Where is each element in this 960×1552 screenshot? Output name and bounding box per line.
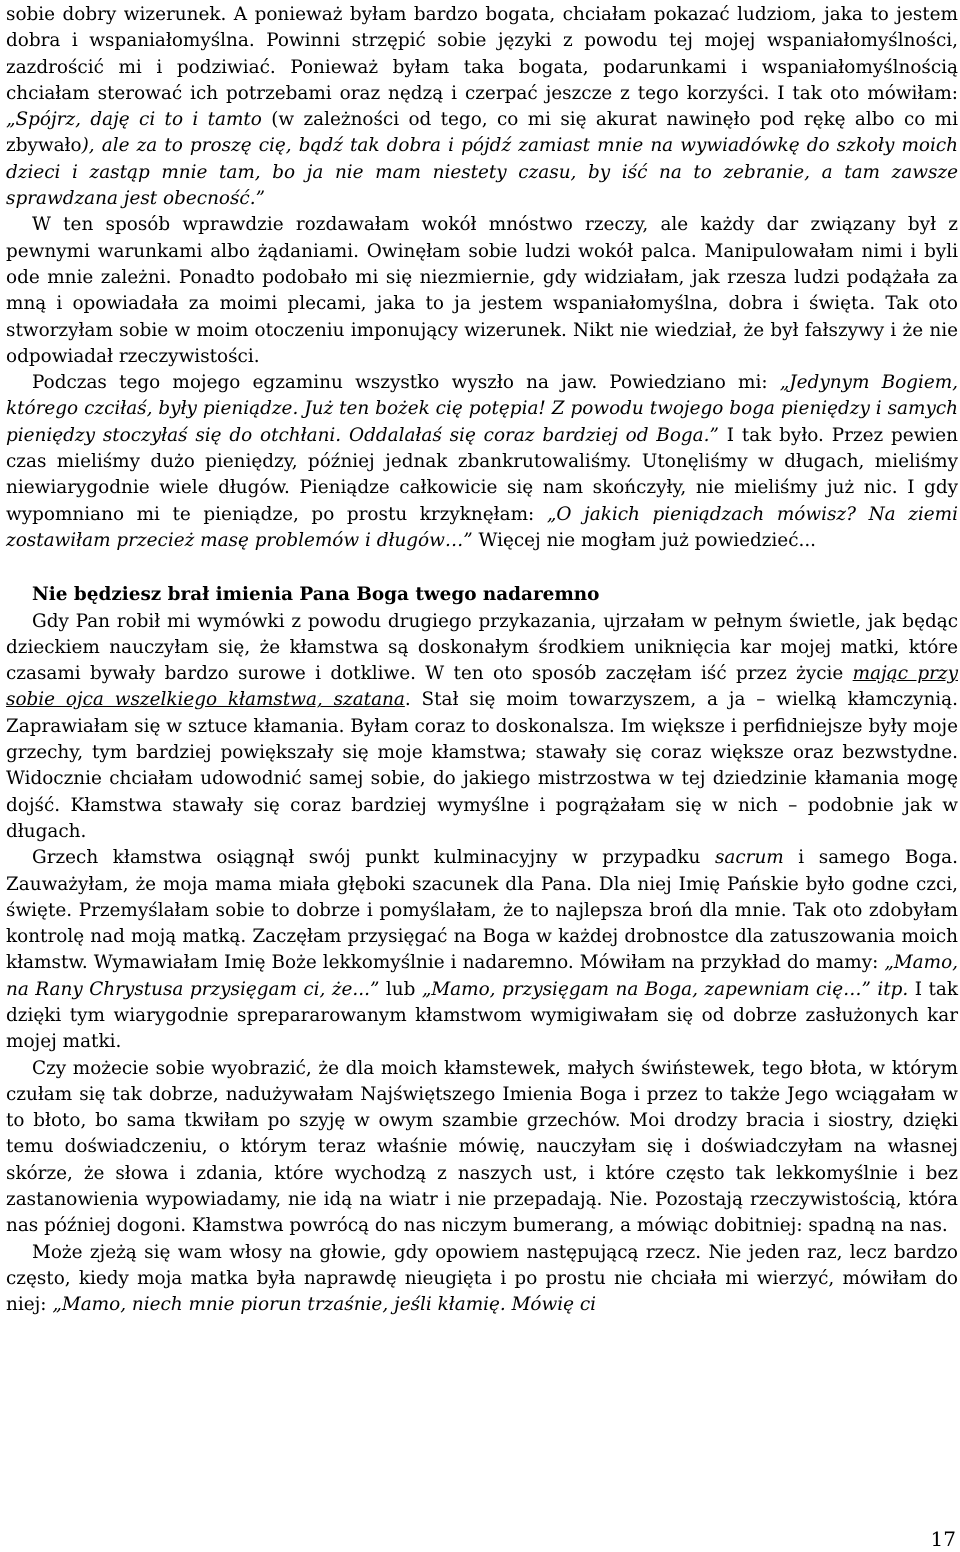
- paragraph-3-quote-2: „O jakich pieniądzach mówisz? Na ziemi zostawiłam przecież masę problemów i długów…”: [6, 503, 959, 551]
- paragraph-6: Czy możecie sobie wyobrazić, że dla moich kłamstewek, małych świństewek, tego błota, w którym czułam się tak dobrze, nadużywałam Najświętszego Imienia Boga i przez to także Jego wciągałam w to błoto, bo sama tkwiłam po szyję w owym szambie grzechów. Moi drodzy bracia i siostry, dzięki temu doświadczeniu, o którym teraz właśnie mówię, nauczyłam się i doświadczyłam na własnej skórze, że słowa i zdania, które wychodzą z naszych ust, i które często tak lekkomyślnie i bez zastanowienia wypowiadamy, nie idą na wiatr i nie przepadają. Nie. Pozostają rzeczywistością, która nas później dogoni. Kłamstwa powrócą do nas niczym bumerang, a mówiąc dobitniej: spadną na nas.: [6, 1057, 958, 1237]
- paragraph-7-quote: „Mamo, niech mnie piorun trzaśnie, jeśli kłamię. Mówię ci: [52, 1294, 597, 1316]
- paragraph-7: [6, 1240, 958, 1319]
- paragraph-4-text-a: Gdy Pan robił mi wymówki z powodu drugiego przykazania, ujrzałam w pełnym świetle, jak będąc dzieckiem nauczyłam się, że kłamstwa są doskonałym środkiem uniknięcia kar mojej matki, które czasami bywały bardzo surowe i dotkliwe. W ten oto sposób zaczęłam iść przez życie: [6, 610, 958, 685]
- paragraph-4-underlined: mając przy sobie ojca wszelkiego kłamstwa, szatana: [6, 663, 958, 711]
- paragraph-5: [6, 845, 958, 1055]
- paragraph-3-text-a: Podczas tego mojego egzaminu wszystko wyszło na jaw. Powiedziano mi:: [32, 372, 780, 394]
- paragraph-3-quote-1: „Jedynym Bogiem, którego czciłaś, były pieniądze. Już ten bożek cię potępia! Z powodu twojego boga pieniędzy i samych pieniędzy stoczyłaś się do otchłani. Oddalałaś się coraz bardziej od Boga.”: [6, 372, 959, 446]
- paragraph-5-text-g: I tak dzięki tym wiarygodnie sprepararowanym kłamstwom wymigiwałam się od dobrze zasłużonych kar mojej matki.: [6, 978, 958, 1053]
- document-page: [6, 2, 958, 1319]
- paragraph-4-text-c: . Stał się moim towarzyszem, a ja – wielką kłamczynią. Zaprawiałam się w sztuce kłamania. Byłam coraz to doskonalsza. Im większe i perfidniejsze były moje grzechy, tym bardziej powiększały się moje kłamstwa; stawały się coraz większe oraz bezwstydne. Widocznie chciałam udowodnić samej sobie, do jakiego mistrzostwa w tej dziedzinie kłamania mogę dojść. Kłamstwa stawały się coraz bardziej wymyślne i pogrążałam się w nich – podobnie jak w długach.: [6, 689, 958, 842]
- section-heading: Nie będziesz brał imienia Pana Boga twego nadaremno: [32, 584, 600, 606]
- paragraph-1-quote-end: ), ale za to proszę cię, bądź tak dobra i pójdź zamiast mnie na wywiadówkę do szkoły moich dzieci i zastąp mnie tam, bo ja nie mam niestety czasu, by iść na to zebranie, a tam zawsze sprawdzana jest obecność.”: [6, 135, 958, 210]
- paragraph-5-quote-1: „Mamo, na Rany Chrystusa przysięgam ci, że...”: [6, 952, 958, 1000]
- page-number: 17: [930, 1527, 956, 1551]
- paragraph-1-text-c: (w zależności od tego, co mi się akurat nawinęło pod rękę albo co mi zbywało: [6, 109, 958, 157]
- paragraph-2: W ten sposób wprawdzie rozdawałam wokół mnóstwo rzeczy, ale każdy dar związany był z pewnymi warunkami albo żądaniami. Owinęłam sobie ludzi wokół palca. Manipulowałam nimi i byli ode mnie zależni. Ponadto podobało mi się niezmiernie, gdy widziałam, jak rzesza ludzi podążała za mną i opowiadała za moimi plecami, jaka to ja jestem wspaniałomyślna, dobra i święta. Tak oto stworzyłam sobie w moim otoczeniu imponujący wizerunek. Nikt nie wiedział, że był fałszywy i że nie odpowiadał rzeczywistości.: [6, 214, 958, 367]
- paragraph-5-quote-2: „Mamo, przysięgam na Boga, zapewniam cię…” itp.: [421, 978, 909, 1000]
- paragraph-5-text-a: Grzech kłamstwa osiągnął swój punkt kulminacyjny w przypadku: [32, 847, 715, 869]
- section-gap: [6, 554, 958, 582]
- paragraph-4: [6, 609, 958, 846]
- paragraph-7-text-a: Może zjeżą się wam włosy na głowie, gdy opowiem następującą rzecz. Nie jeden raz, lecz bardzo często, kiedy moja matka była naprawdę nieugięta i po prostu nie chciała mi wierzyć, mówiłam do niej:: [6, 1241, 958, 1316]
- paragraph-3: [6, 370, 958, 554]
- paragraph-1-text-a: sobie dobry wizerunek. A ponieważ byłam bardzo bogata, chciałam pokazać ludziom, jaka to jestem dobra i wspaniałomyślna. Powinni strzępić sobie języki z powodu tej mojej wspaniałomyślności, zazdrościć mi i podziwiać. Ponieważ byłam taka bogata, podarunkami i wspaniałomyślnością chciałam sterować ich potrzebami oraz nędzą i czerpać jeszcze z tego korzyści. I tak oto mówiłam:: [6, 4, 958, 104]
- paragraph-3-text-c: I tak było. Przez pewien czas mieliśmy dużo pieniędzy, później jednak zbankrutowaliśmy. Utonęliśmy w długach, mieliśmy niewiarygodnie wiele długów. Pieniądze całkowicie się nam skończyły, nie mieliśmy już nic. I gdy wypomniano mi te pieniądze, po prostu krzyknęłam:: [6, 424, 958, 525]
- paragraph-5-text-c: i samego Boga. Zauważyłam, że moja mama miała głęboki szacunek dla Pana. Dla niej Imię Pańskie było godne czci, święte. Przemyślałam sobie to dobrze i pomyślałam, że to najlepsza broń dla mnie. Tak oto zdobyłam kontrolę nad moją matką. Zaczęłam przysięgać na Boga w każdej drobnostce dla zatuszowania moich kłamstw. Wymawiałam Imię Boże lekkomyślnie i nadaremno. Mówiłam na przykład do mamy:: [6, 847, 958, 974]
- paragraph-5-text-e: lub: [379, 978, 422, 1000]
- paragraph-1: [6, 2, 958, 212]
- paragraph-5-sacrum: sacrum: [714, 847, 784, 869]
- paragraph-1-quote: „Spójrz, daję ci to i tamto: [6, 109, 262, 131]
- paragraph-3-text-e: Więcej nie mogłam już powiedzieć...: [472, 529, 817, 551]
